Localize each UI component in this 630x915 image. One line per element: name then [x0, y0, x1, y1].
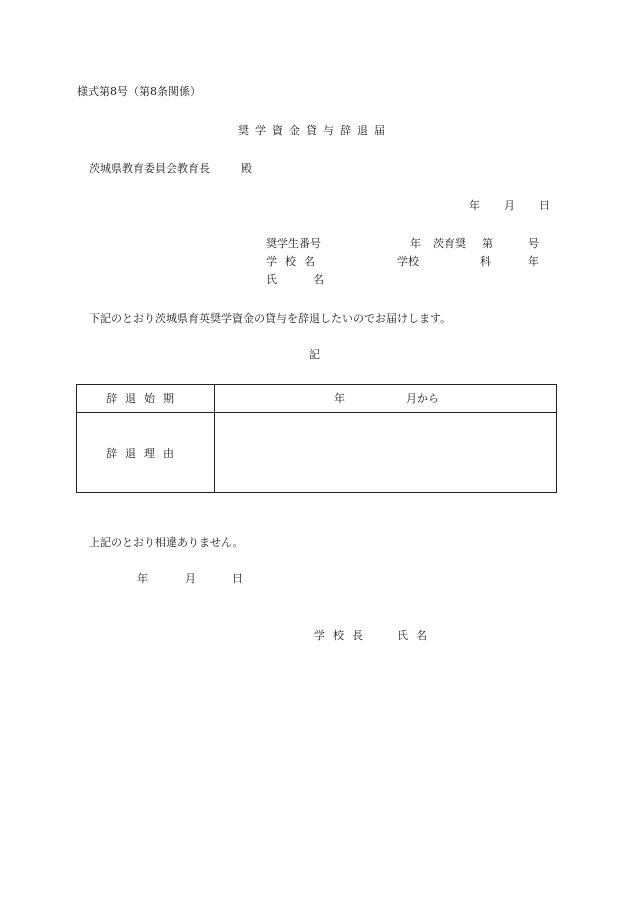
statement: 下記のとおり茨城県育英奨学資金の貸与を辞退したいのでお届けします。: [89, 312, 452, 325]
table-vertical-divider: [214, 385, 215, 492]
date-year: 年: [469, 199, 480, 212]
student-number-dai: 第: [482, 237, 493, 250]
student-number-prefix: 茨育奨: [433, 237, 466, 250]
confirmation-text: 上記のとおり相違ありません。: [89, 536, 244, 549]
form-number: 様式第8号（第8条関係）: [77, 85, 201, 98]
withdrawal-table: [76, 384, 557, 493]
start-period-label: 辞退始期: [106, 392, 182, 405]
honorific: 殿: [241, 162, 252, 175]
student-number-go: 号: [528, 237, 539, 250]
principal-name-label: 氏名: [397, 629, 435, 642]
start-month-from: 月から: [406, 392, 439, 405]
student-number-year: 年: [410, 237, 421, 250]
school-suffix: 学校: [397, 255, 419, 268]
document-title: 奨学資金貸与辞退届: [238, 124, 391, 137]
confirm-year: 年: [137, 572, 148, 585]
school-name-label: 学校名: [266, 255, 323, 268]
principal-role: 学校長: [314, 629, 371, 642]
student-number-label: 奨学生番号: [266, 237, 321, 250]
start-year: 年: [334, 392, 345, 405]
confirm-month: 月: [185, 572, 196, 585]
table-horizontal-divider: [77, 412, 556, 413]
course-ka: 科: [480, 255, 491, 268]
reason-label: 辞退理由: [106, 447, 182, 460]
date-month: 月: [504, 199, 515, 212]
applicant-name-label: 氏名: [266, 273, 360, 286]
ki-heading: 記: [309, 348, 320, 361]
grade-nen: 年: [528, 255, 539, 268]
confirm-day: 日: [232, 572, 243, 585]
date-day: 日: [539, 199, 550, 212]
addressee: 茨城県教育委員会教育長: [89, 162, 210, 175]
